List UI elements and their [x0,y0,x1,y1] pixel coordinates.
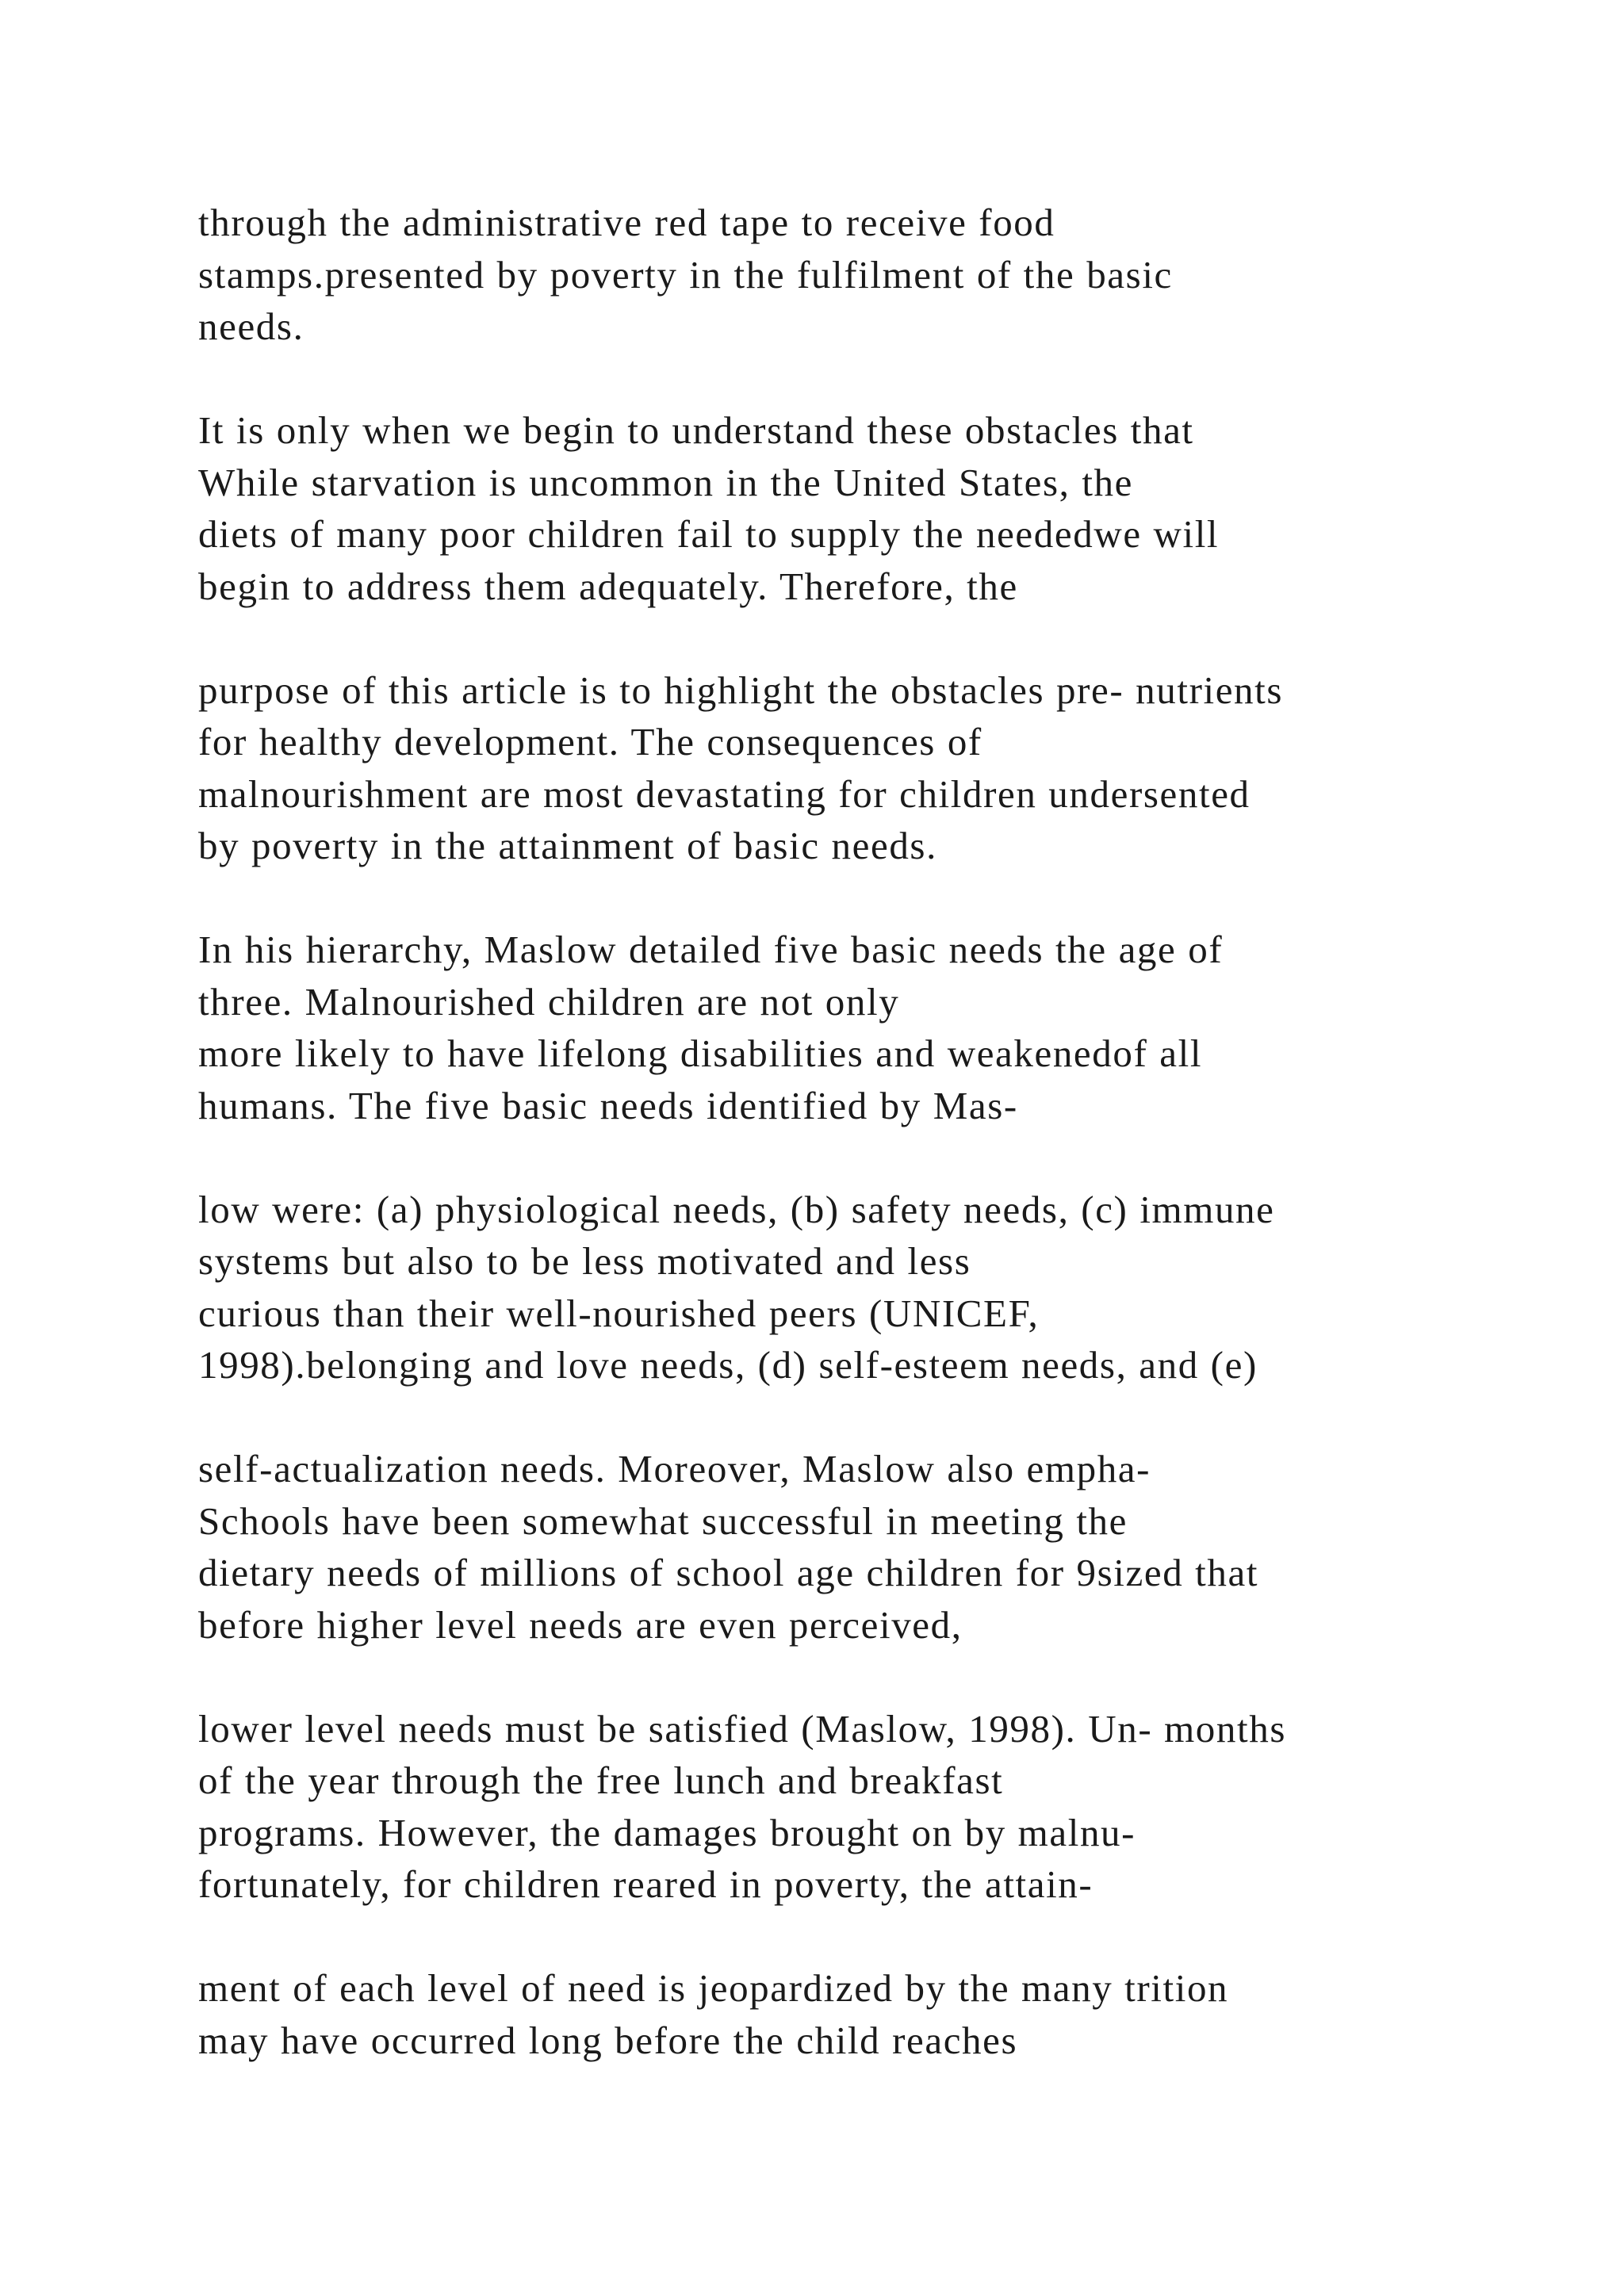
text-line: by poverty in the attainment of basic needs. [198,824,937,867]
paragraph [198,197,1483,353]
text-line: dietary needs of millions of school age children for 9sized that [198,1551,1259,1594]
text-line: lower level needs must be satisfied (Maslow, 1998). Un- months [198,1706,1286,1751]
text-line: before higher level needs are even perceived, [198,1602,963,1647]
text-line: malnourishment are most devastating for children undersented [198,771,1251,816]
text-line: It is only when we begin to understand these obstacles that [198,408,1194,452]
paragraph [198,664,1483,872]
text-line: may have occurred long before the child reaches [198,2018,1018,2062]
paragraph [198,1703,1483,1911]
paragraph [198,1443,1483,1651]
text-line: While starvation is uncommon in the United States, the [198,460,1134,504]
text-line: three. Malnourished children are not only [198,979,900,1024]
text-line: humans. The five basic needs identified by Mas- [198,1083,1018,1127]
paragraph [198,404,1483,612]
text-line: ment of each level of need is jeopardized by the many trition [198,1966,1229,2010]
text-line: needs. [198,304,304,348]
text-line: programs. However, the damages brought on by malnu- [198,1810,1136,1854]
paragraph [198,1962,1483,2066]
text-line: 1998).belonging and love needs, (d) self-esteem needs, and (e) [198,1343,1258,1387]
text-line: more likely to have lifelong disabilities and weakenedof all [198,1031,1203,1075]
text-line: stamps.presented by poverty in the fulfilment of the basic [198,252,1173,297]
text-line: low were: (a) physiological needs, (b) safety needs, (c) immune [198,1187,1275,1231]
text-line: systems but also to be less motivated and less [198,1239,971,1283]
text-line: for healthy development. The consequences of [198,720,982,763]
text-line: diets of many poor children fail to supply the neededwe will [198,512,1220,556]
document-body [198,197,1483,2118]
text-line: through the administrative red tape to receive food [198,201,1055,244]
text-line: self-actualization needs. Moreover, Maslow also empha- [198,1447,1151,1490]
text-line: curious than their well-nourished peers (UNICEF, [198,1291,1040,1335]
text-line: fortunately, for children reared in poverty, the attain- [198,1862,1094,1906]
text-line: purpose of this article is to highlight the obstacles pre- nutrients [198,668,1284,712]
text-line: In his hierarchy, Maslow detailed five basic needs the age of [198,928,1224,971]
text-line: of the year through the free lunch and breakfast [198,1758,1004,1802]
text-line: Schools have been somewhat successful in meeting the [198,1498,1128,1543]
paragraph [198,924,1483,1131]
paragraph [198,1184,1483,1391]
text-line: begin to address them adequately. Therefore, the [198,564,1018,608]
